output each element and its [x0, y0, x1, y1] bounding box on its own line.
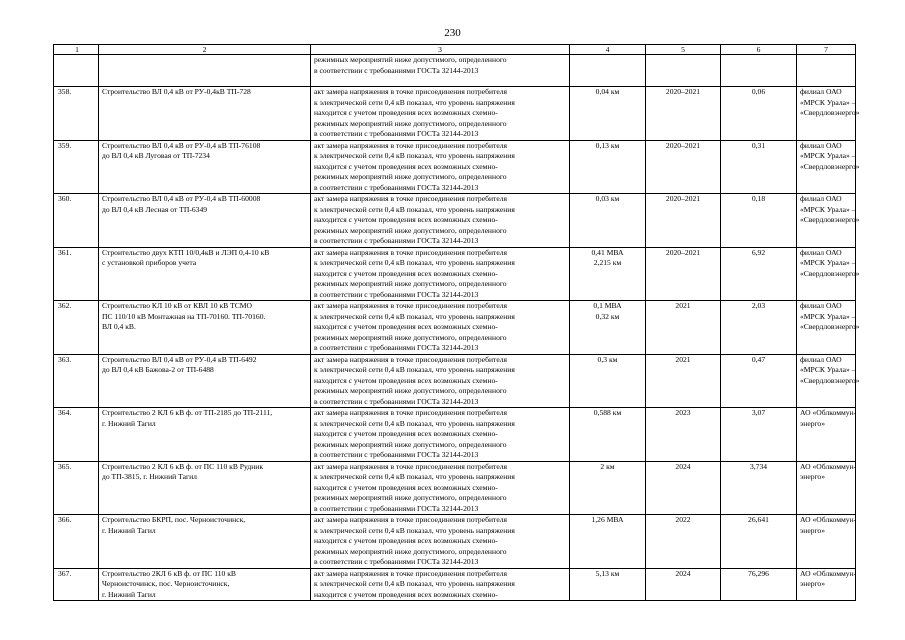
table-row [54, 194, 856, 248]
organization [797, 515, 856, 569]
volume [570, 354, 646, 408]
row-number: 367. [54, 568, 99, 601]
justification-line: акт замера напряжения в точке присоединения потребителя [314, 87, 507, 96]
object-name [99, 87, 311, 141]
volume [570, 87, 646, 141]
volume-line: 0,3 км [597, 354, 618, 364]
justification-line: акт замера напряжения в точке присоединения потребителя [314, 354, 507, 364]
object-name-line: ВЛ 0,4 кВ. [102, 322, 136, 331]
row-number: 361. [54, 247, 99, 301]
organization-line: филиал ОАО [800, 247, 842, 257]
table-row [54, 55, 856, 87]
justification-line: находится с учетом проведения всех возможных схемно- [314, 536, 498, 545]
row-number: 362. [54, 301, 99, 355]
object-name-line: Строительство 2КЛ 6 кВ ф. от ПС 110 кВ [102, 568, 236, 578]
column-header-2: 2 [99, 45, 311, 55]
organization-line: «Свердловэнерго» [800, 108, 860, 117]
object-name-line: до ТП-3815, г. Нижний Тагил [102, 472, 197, 481]
term: 2020–2021 [646, 87, 721, 141]
organization-line: «МРСК Урала» – [800, 97, 856, 107]
object-name [99, 194, 311, 248]
object-name-line: Строительство ВЛ 0,4 кВ от РУ-0,4кВ ТП-728 [102, 87, 251, 96]
justification-line: находится с учетом проведения всех возможных схемно- [314, 482, 498, 492]
column-header-3: 3 [311, 45, 570, 55]
organization [797, 87, 860, 141]
term [646, 55, 721, 87]
table-body [54, 55, 860, 601]
justification-line: к электрической сети 0,4 кВ показал, что уровень напряжения [314, 151, 515, 160]
object-name-line: Строительство КЛ 10 кВ от КВЛ 10 кВ ТСМО [102, 301, 253, 310]
organization-line: филиал ОАО [800, 87, 842, 96]
organization-line: «МРСК Урала» – [800, 151, 856, 160]
justification-line: в соответствии с требованиями ГОСТа 32144-2013 [314, 396, 479, 406]
justification [311, 515, 570, 569]
organization-line: энерго» [800, 525, 826, 535]
organization-line: энерго» [800, 418, 826, 428]
volume-line: 0,1 МВА [593, 301, 622, 310]
organization-line: АО «Облкоммун- [800, 515, 857, 524]
justification-line: к электрической сети 0,4 кВ показал, что уровень напряжения [314, 579, 515, 588]
object-name [99, 247, 311, 301]
object-name-line: Строительство 2 КЛ 6 кВ ф. от ТП-2185 до ТП-2111, [102, 408, 273, 417]
volume-line: 0,32 км [595, 311, 620, 321]
column-header-1: 1 [54, 45, 99, 55]
organization-line: «МРСК Урала» – [800, 204, 856, 214]
object-name-line: до ВЛ 0,4 кВ Бажова-2 от ТП-6488 [102, 365, 214, 374]
justification-line: в соответствии с требованиями ГОСТа 32144-2013 [314, 503, 479, 513]
organization-line: «Свердловэнерго» [800, 375, 860, 385]
justification-line: к электрической сети 0,4 кВ показал, что уровень напряжения [314, 97, 515, 107]
organization-line: филиал ОАО [800, 194, 842, 203]
cost: 0,18 [721, 194, 797, 248]
row-number: 365. [54, 461, 99, 515]
justification-line: к электрической сети 0,4 кВ показал, что уровень напряжения [314, 204, 515, 214]
justification-line: к электрической сети 0,4 кВ показал, что уровень напряжения [314, 365, 515, 374]
justification [311, 568, 570, 601]
justification-line: режимных мероприятий ниже допустимого, определенного [314, 279, 507, 288]
row-number: 363. [54, 354, 99, 408]
organization-line: «Свердловэнерго» [800, 215, 860, 224]
row-number: 359. [54, 140, 99, 194]
row-number: 366. [54, 515, 99, 569]
organization-line: филиал ОАО [800, 140, 842, 150]
column-header-6: 6 [721, 45, 797, 55]
justification-line: режимных мероприятий ниже допустимого, определенного [314, 439, 507, 449]
table-row [54, 301, 856, 355]
organization [797, 568, 856, 601]
cost: 6,92 [721, 247, 797, 301]
term: 2023 [646, 408, 721, 462]
term: 2024 [646, 568, 721, 601]
organization-line: филиал ОАО [800, 354, 842, 364]
object-name-line: до ВЛ 0,4 кВ Лесная от ТП-6349 [102, 204, 208, 214]
organization [797, 55, 856, 87]
row-number: 358. [54, 87, 99, 141]
volume [570, 55, 646, 87]
volume [570, 194, 646, 248]
volume-line: 1,26 МВА [591, 515, 624, 524]
justification-line: в соответствии с требованиями ГОСТа 32144-2013 [314, 236, 479, 245]
justification-line: в соответствии с требованиями ГОСТа 32144-2013 [314, 557, 479, 566]
organization [797, 354, 860, 408]
justification [311, 301, 570, 355]
justification [311, 408, 570, 462]
organization-line: «МРСК Урала» – [800, 365, 856, 374]
volume [570, 408, 646, 462]
term: 2022 [646, 515, 721, 569]
volume-line: 0,588 км [593, 408, 622, 417]
object-name-line: Строительство ВЛ 0,4 кВ от РУ-0,4 кВ ТП-76108 [102, 140, 261, 150]
table-row [54, 515, 856, 569]
justification [311, 87, 570, 141]
organization-line: АО «Облкоммун- [800, 568, 857, 578]
volume-line: 0,41 МВА [591, 247, 624, 257]
term: 2021 [646, 301, 721, 355]
object-name-line: ПС 110/10 кВ Монтажная на ТП-70160. ТП-70160. [102, 311, 266, 321]
organization-line: «МРСК Урала» – [800, 258, 856, 267]
object-name-line: с установкой приборов учета [102, 258, 197, 267]
cost: 76,296 [721, 568, 797, 601]
justification-line: к электрической сети 0,4 кВ показал, что уровень напряжения [314, 525, 515, 535]
justification-line: режимных мероприятий ниже допустимого, определенного [314, 332, 507, 342]
justification-line: режимных мероприятий ниже допустимого, определенного [314, 386, 507, 395]
volume-line: 2,215 км [593, 258, 622, 267]
volume-line: 2 км [600, 461, 615, 471]
volume-line: 5,13 км [595, 568, 620, 578]
object-name-line: г. Нижний Тагил [102, 525, 156, 535]
object-name [99, 568, 311, 601]
object-name-line: Строительство БКРП, пос. Черноисточинск, [102, 515, 246, 524]
organization [797, 194, 860, 248]
object-name-line: Строительство двух КТП 10/0,4кВ и ЛЭП 0,4-10 кВ [102, 247, 270, 257]
volume [570, 515, 646, 569]
measures-table [53, 44, 860, 601]
volume [570, 140, 646, 194]
justification [311, 461, 570, 515]
justification-line: в соответствии с требованиями ГОСТа 32144-2013 [314, 129, 479, 138]
justification-line: акт замера напряжения в точке присоединения потребителя [314, 140, 507, 150]
term: 2020–2021 [646, 247, 721, 301]
object-name [99, 55, 311, 87]
object-name-line: г. Нижний Тагил [102, 418, 156, 428]
cost: 3,734 [721, 461, 797, 515]
table-row [54, 568, 856, 601]
justification-line: режимных мероприятий ниже допустимого, определенного [314, 172, 507, 181]
volume [570, 461, 646, 515]
justification [311, 140, 570, 194]
row-number: 364. [54, 408, 99, 462]
justification-line: режимных мероприятий ниже допустимого, определенного [314, 55, 507, 64]
justification-line: находится с учетом проведения всех возможных схемно- [314, 268, 498, 278]
justification-line: режимных мероприятий ниже допустимого, определенного [314, 118, 507, 128]
column-header-7: 7 [797, 45, 856, 55]
justification-line: в соответствии с требованиями ГОСТа 32144-2013 [314, 65, 479, 75]
object-name-line: Строительство ВЛ 0,4 кВ от РУ-0,4 кВ ТП-60008 [102, 194, 261, 203]
page-number: 230 [444, 27, 461, 39]
cost: 3,07 [721, 408, 797, 462]
justification-line: акт замера напряжения в точке присоединения потребителя [314, 461, 507, 471]
row-number [54, 55, 99, 87]
justification-line: находится с учетом проведения всех возможных схемно- [314, 215, 498, 224]
object-name-line: Черноисточинск, пос. Черноисточинск, [102, 579, 230, 588]
volume [570, 301, 646, 355]
justification [311, 247, 570, 301]
object-name [99, 301, 311, 355]
cost [721, 55, 797, 87]
justification-line: находится с учетом проведения всех возможных схемно- [314, 375, 498, 385]
justification-line: к электрической сети 0,4 кВ показал, что уровень напряжения [314, 258, 515, 267]
object-name [99, 354, 311, 408]
table-row [54, 140, 856, 194]
object-name-line: Строительство ВЛ 0,4 кВ от РУ-0,4 кВ ТП-6492 [102, 354, 257, 364]
justification [311, 194, 570, 248]
justification-line: к электрической сети 0,4 кВ показал, что уровень напряжения [314, 418, 515, 428]
object-name-line: г. Нижний Тагил [102, 589, 156, 599]
justification-line: к электрической сети 0,4 кВ показал, что уровень напряжения [314, 311, 515, 321]
volume-line: 0,03 км [595, 194, 620, 203]
object-name-line: до ВЛ 0,4 кВ Луговая от ТП-7234 [102, 151, 210, 160]
organization [797, 247, 860, 301]
organization [797, 408, 856, 462]
justification-line: в соответствии с требованиями ГОСТа 32144-2013 [314, 289, 479, 299]
justification-line: акт замера напряжения в точке присоединения потребителя [314, 194, 507, 203]
column-header-4: 4 [570, 45, 646, 55]
organization-line: «Свердловэнерго» [800, 268, 860, 278]
cost: 2,03 [721, 301, 797, 355]
organization-line: «Свердловэнерго» [800, 322, 860, 331]
column-number-row [54, 45, 856, 55]
justification [311, 55, 570, 87]
justification-line: находится с учетом проведения всех возможных схемно- [314, 108, 498, 117]
object-name [99, 408, 311, 462]
table-row [54, 354, 856, 408]
table-row [54, 408, 856, 462]
organization-line: «Свердловэнерго» [800, 161, 860, 171]
organization [797, 140, 860, 194]
justification-line: в соответствии с требованиями ГОСТа 32144-2013 [314, 343, 479, 352]
row-number: 360. [54, 194, 99, 248]
organization-line: энерго» [800, 579, 826, 588]
term: 2021 [646, 354, 721, 408]
justification-line: режимных мероприятий ниже допустимого, определенного [314, 225, 507, 235]
organization-line: энерго» [800, 472, 826, 481]
volume-line: 0,04 км [595, 87, 620, 96]
cost: 0,47 [721, 354, 797, 408]
column-header-5: 5 [646, 45, 721, 55]
term: 2024 [646, 461, 721, 515]
organization-line: АО «Облкоммун- [800, 408, 857, 417]
justification-line: режимных мероприятий ниже допустимого, определенного [314, 546, 507, 556]
justification-line: к электрической сети 0,4 кВ показал, что уровень напряжения [314, 472, 515, 481]
justification-line: режимных мероприятий ниже допустимого, определенного [314, 493, 507, 502]
justification-line: находится с учетом проведения всех возможных схемно- [314, 429, 498, 438]
table-row [54, 247, 856, 301]
cost: 0,06 [721, 87, 797, 141]
justification-line: акт замера напряжения в точке присоединения потребителя [314, 247, 507, 257]
volume-line: 0,13 км [595, 140, 620, 150]
object-name-line: Строительство 2 КЛ 6 кВ ф. от ПС 110 кВ Рудник [102, 461, 264, 471]
justification-line: находится с учетом проведения всех возможных схемно- [314, 589, 498, 599]
organization [797, 461, 856, 515]
table-row [54, 461, 856, 515]
term: 2020–2021 [646, 194, 721, 248]
cost: 26,641 [721, 515, 797, 569]
organization-line: «МРСК Урала» – [800, 311, 856, 321]
organization [797, 301, 860, 355]
justification-line: находится с учетом проведения всех возможных схемно- [314, 322, 498, 331]
organization-line: АО «Облкоммун- [800, 461, 857, 471]
justification-line: находится с учетом проведения всех возможных схемно- [314, 161, 498, 171]
organization-line: филиал ОАО [800, 301, 842, 310]
justification-line: акт замера напряжения в точке присоединения потребителя [314, 408, 507, 417]
justification-line: акт замера напряжения в точке присоединения потребителя [314, 568, 507, 578]
cost: 0,31 [721, 140, 797, 194]
volume [570, 568, 646, 601]
term: 2020–2021 [646, 140, 721, 194]
justification [311, 354, 570, 408]
volume [570, 247, 646, 301]
justification-line: в соответствии с требованиями ГОСТа 32144-2013 [314, 182, 479, 192]
justification-line: акт замера напряжения в точке присоединения потребителя [314, 301, 507, 310]
table-row [54, 87, 856, 141]
object-name [99, 515, 311, 569]
object-name [99, 140, 311, 194]
object-name [99, 461, 311, 515]
justification-line: акт замера напряжения в точке присоединения потребителя [314, 515, 507, 524]
justification-line: в соответствии с требованиями ГОСТа 32144-2013 [314, 450, 479, 459]
